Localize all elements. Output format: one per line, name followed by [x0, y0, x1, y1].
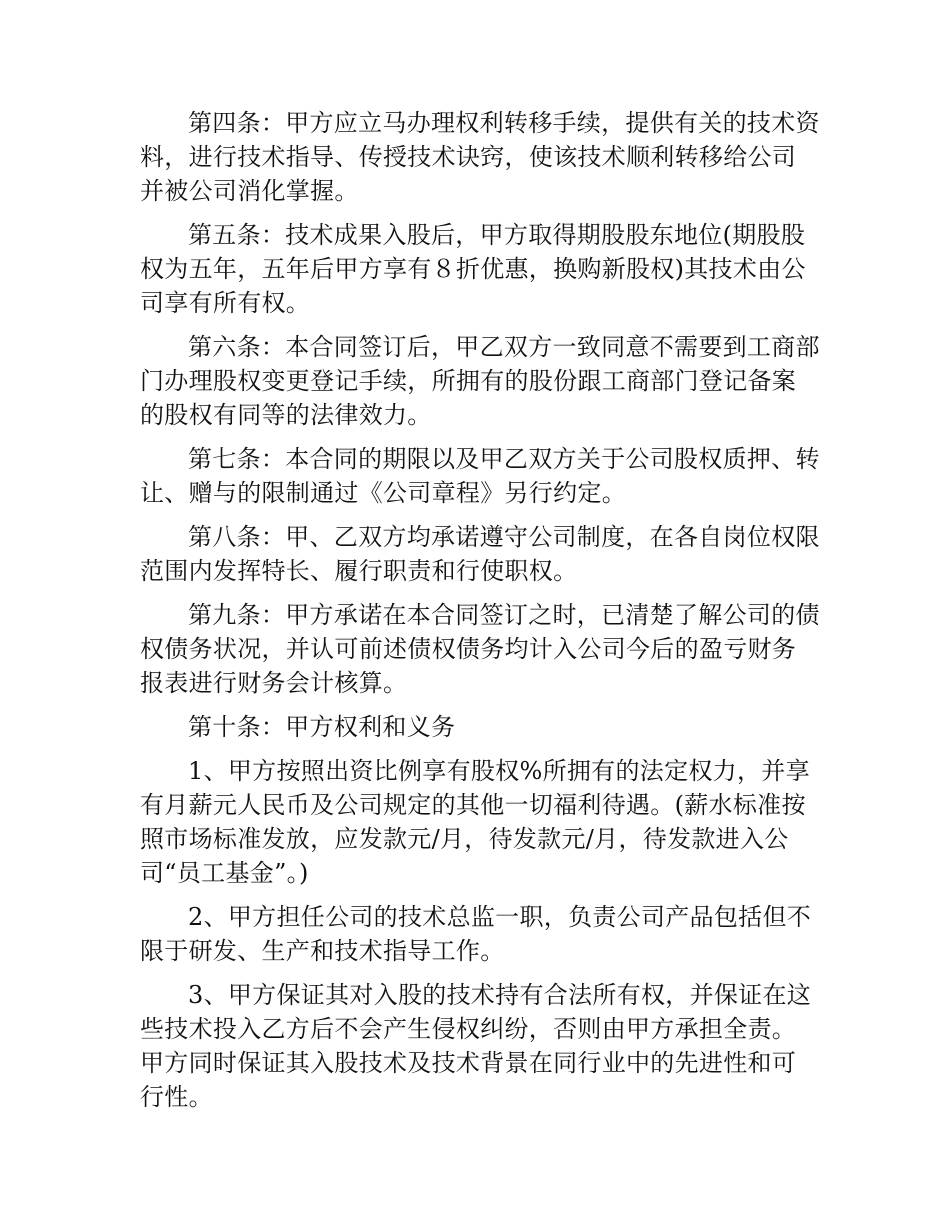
clause-8-paragraph: 第八条：甲、乙双方均承诺遵守公司制度，在各自岗位权限范围内发挥特长、履行职责和行使职权。 [140, 523, 820, 585]
clause-5-paragraph: 第五条：技术成果入股后，甲方取得期股股东地位(期股股权为五年，五年后甲方享有８折优惠，换购新股权)其技术由公司享有所有权。 [140, 221, 806, 317]
clause-10-heading: 第十条：甲方权利和义务 [188, 713, 456, 741]
clause-4-paragraph: 第四条：甲方应立马办理权利转移手续，提供有关的技术资料，进行技术指导、传授技术诀窍，使该技术顺利转移给公司并被公司消化掌握。 [140, 109, 820, 205]
clause-7-paragraph: 第七条：本合同的期限以及甲乙双方关于公司股权质押、转让、赠与的限制通过《公司章程》另行约定。 [140, 445, 820, 507]
document-body [140, 106, 820, 1124]
clause-10-item-3: 3、甲方保证其对入股的技术持有合法所有权，并保证在这些技术投入乙方后不会产生侵权纠纷，否则由甲方承担全责。甲方同时保证其入股技术及技术背景在同行业中的先进性和可行性。 [140, 981, 812, 1111]
clause-10-item-2: 2、甲方担任公司的技术总监一职，负责公司产品包括但不限于研发、生产和技术指导工作。 [140, 903, 812, 965]
clause-10-item-1: 1、甲方按照出资比例享有股权%所拥有的法定权力，并享有月薪元人民币及公司规定的其他一切福利待遇。(薪水标准按照市场标准发放，应发款元/月，待发款元/月，待发款进入公司“员工基金”。) [140, 757, 810, 887]
clause-6-paragraph: 第六条：本合同签订后，甲乙双方一致同意不需要到工商部门办理股权变更登记手续，所拥有的股份跟工商部门登记备案的股权有同等的法律效力。 [140, 333, 820, 429]
clause-9-paragraph: 第九条：甲方承诺在本合同签订之时，已清楚了解公司的债权债务状况，并认可前述债权债务均计入公司今后的盈亏财务报表进行财务会计核算。 [140, 601, 820, 697]
